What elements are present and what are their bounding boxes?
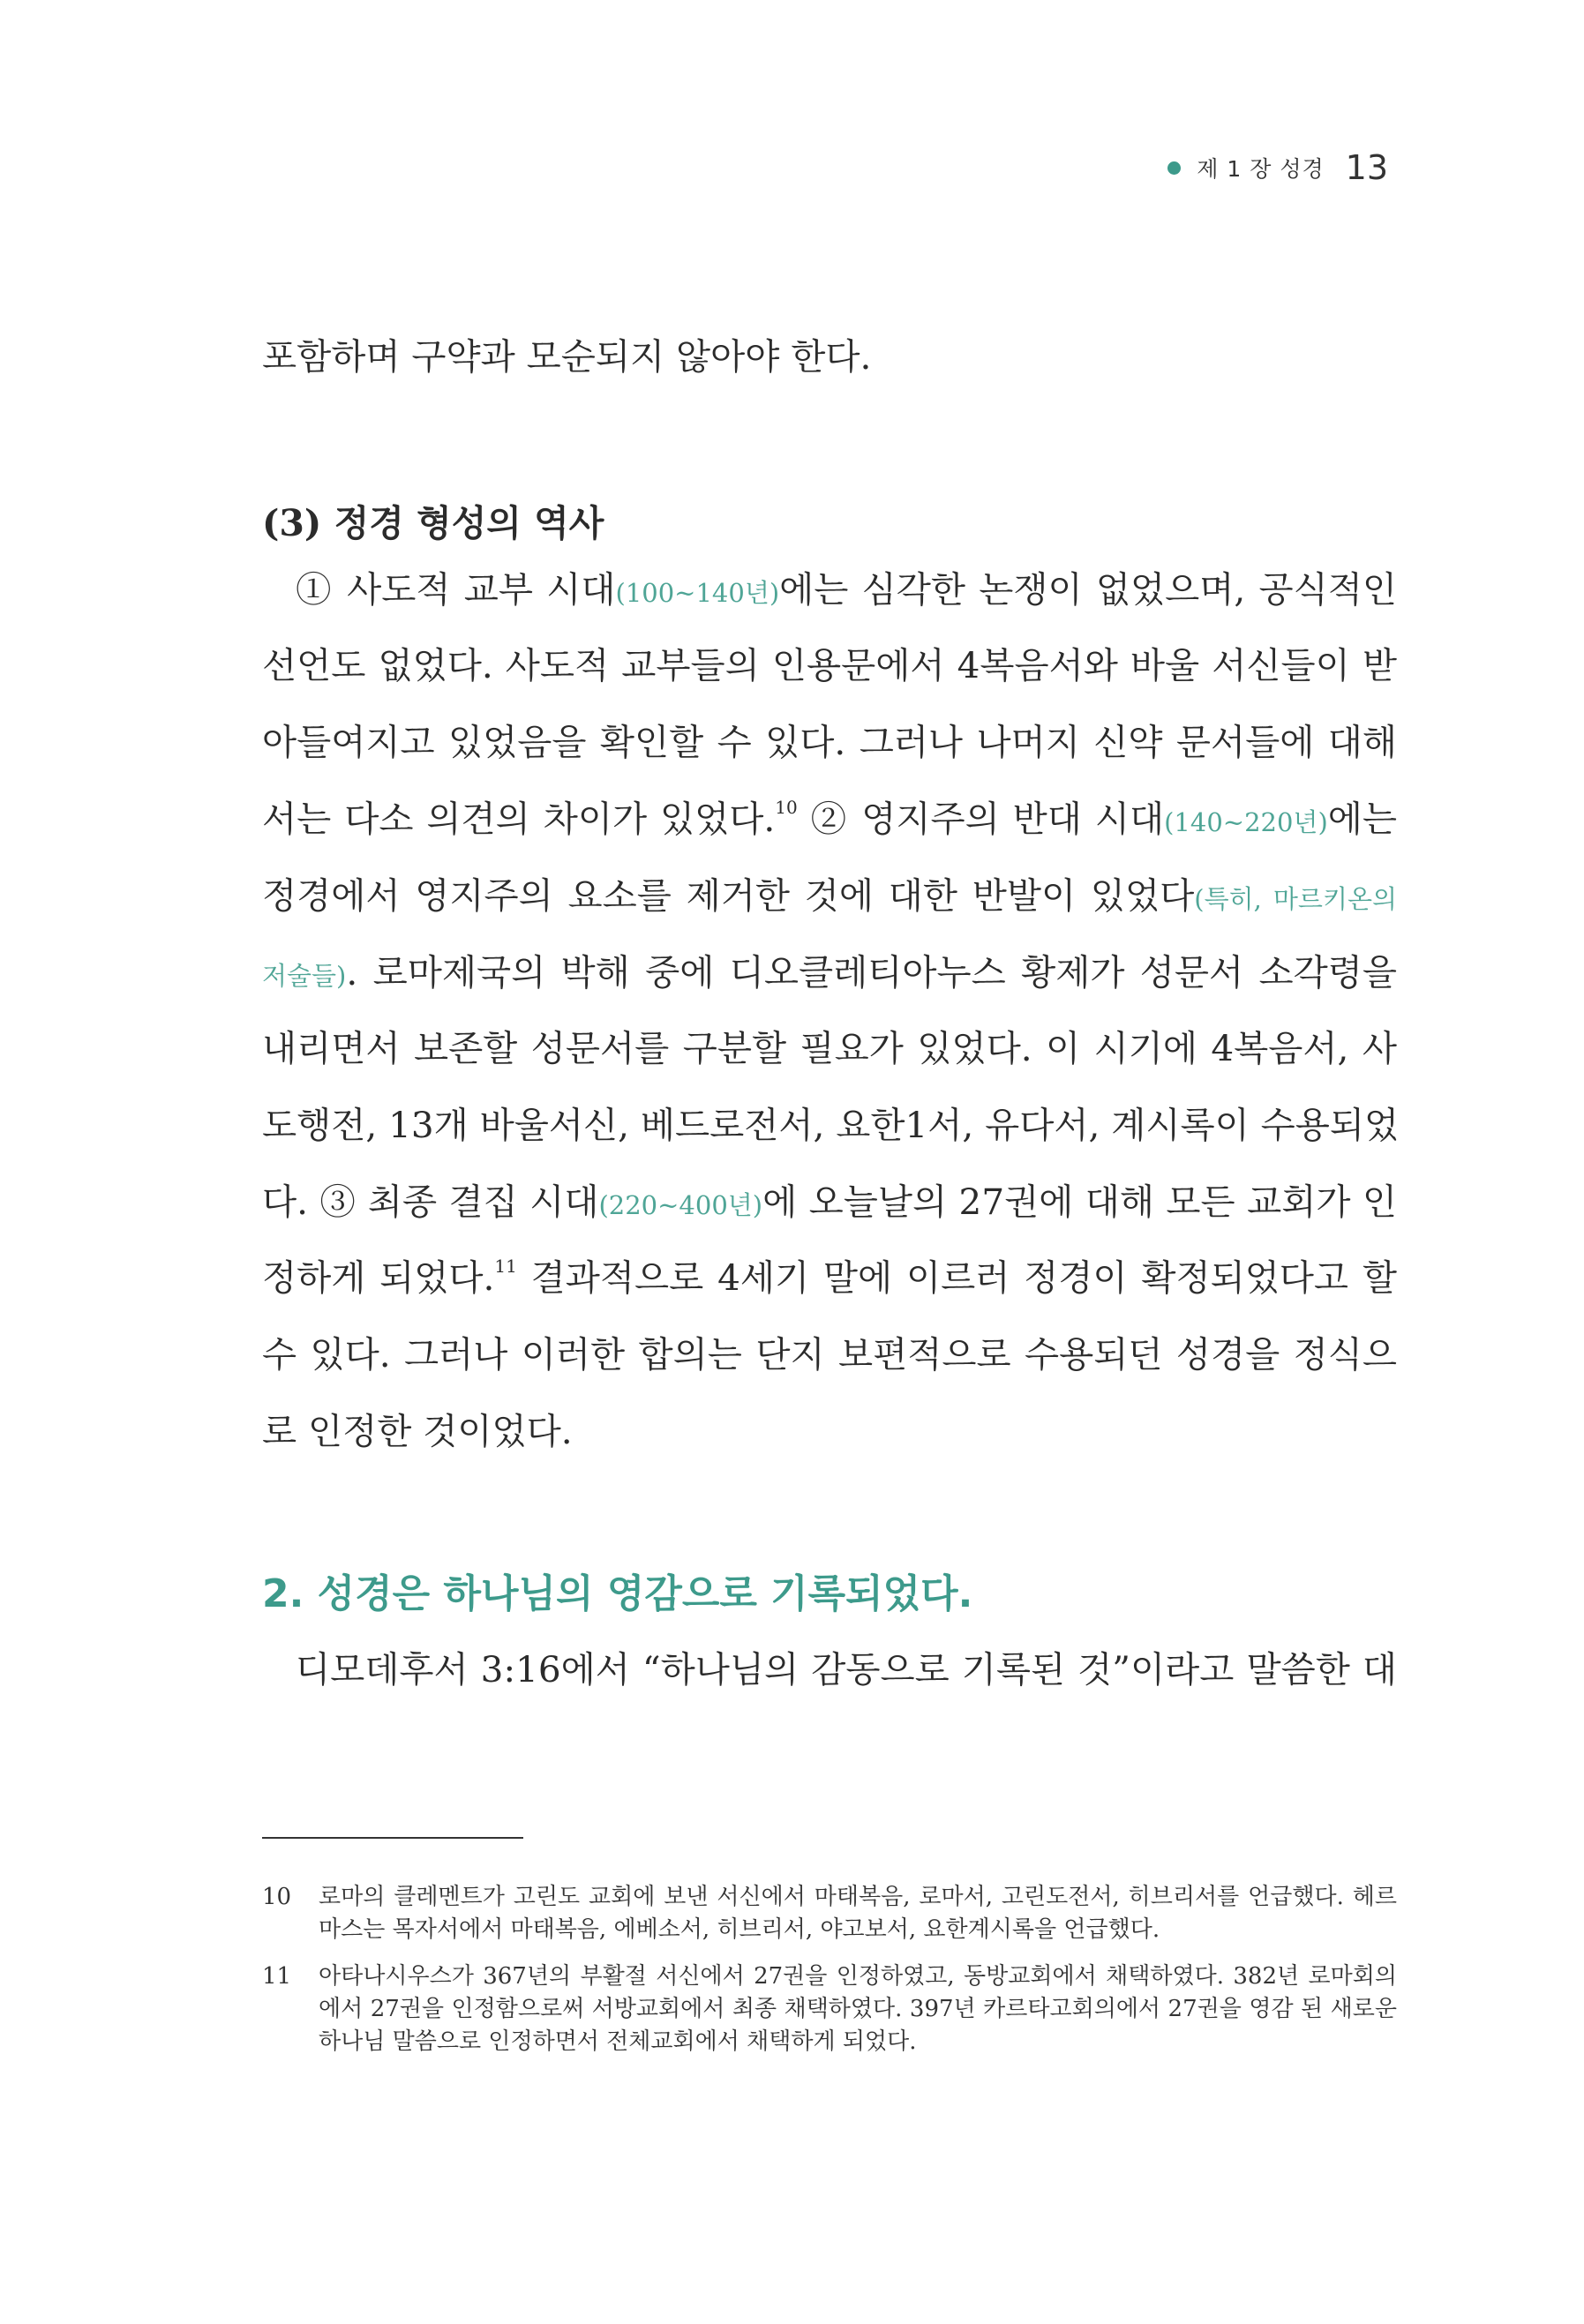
gloss-note: (특히, 마르키온의 bbox=[1194, 884, 1397, 914]
paragraph-line: 아들여지고 있었음을 확인할 수 있다. 그러나 나머지 신약 문서들에 대해 bbox=[262, 721, 1397, 763]
footnote-text: 아타나시우스가 367년의 부활절 서신에서 27권을 인정하였고, 동방교회에서 채택하였다. 382년 로마회의에서 27권을 인정함으로써 서방교회에서 최종 채택하였다. 397년 카르타고회의에서 27권을 영감 된 새로운 하나님 말씀으로 인정하면서 전체교회에서 채택하게 되었다. bbox=[319, 1963, 1397, 2055]
footnote-divider bbox=[262, 1837, 523, 1839]
paragraph-line: 디모데후서 3:16에서 “하나님의 감동으로 기록된 것”이라고 말씀한 대 bbox=[296, 1648, 1397, 1691]
paragraph-line: 선언도 없었다. 사도적 교부들의 인용문에서 4복음서와 바울 서신들이 받 bbox=[262, 644, 1397, 686]
chapter-title: 제 1 장 성경 bbox=[1197, 156, 1325, 182]
paragraph-line: ① 사도적 교부 시대(100~140년)에는 심각한 논쟁이 없었으며, 공식적인 bbox=[296, 568, 1397, 611]
running-header bbox=[1167, 148, 1388, 187]
paragraph-line: 도행전, 13개 바울서신, 베드로전서, 요한1서, 유다서, 계시록이 수용되었 bbox=[262, 1104, 1400, 1146]
paragraph-line: 서는 다소 의견의 차이가 있었다.$^{10}$ ② 영지주의 반대 시대(140~220년)에는 bbox=[262, 797, 1398, 840]
paragraph-line: 정하게 되었다.$^{11}$ 결과적으로 4세기 말에 이르러 정경이 확정되었다고 할 bbox=[262, 1256, 1397, 1299]
paragraph-line: 저술들). 로마제국의 박해 중에 디오클레티아누스 황제가 성문서 소각령을 bbox=[262, 951, 1397, 993]
gloss-note: (140~220년) bbox=[1164, 807, 1328, 837]
gloss-note: (220~400년) bbox=[598, 1190, 763, 1220]
footnote bbox=[262, 1960, 1397, 2058]
bullet-dot-icon bbox=[1167, 161, 1181, 175]
footnote-text: 로마의 클레멘트가 고린도 교회에 보낸 서신에서 마태복음, 로마서, 고린도전서, 히브리서를 언급했다. 헤르마스는 목자서에서 마태복음, 에베소서, 히브리서, 야고보서, 요한계시록을 언급했다. bbox=[319, 1884, 1397, 1943]
footnote-ref: 10 bbox=[775, 797, 798, 818]
footnote bbox=[262, 1881, 1397, 1946]
footnote-number: 10 bbox=[262, 1884, 292, 1910]
gloss-note: (100~140년) bbox=[615, 578, 780, 608]
lead-line: 포함하며 구약과 모순되지 않아야 한다. bbox=[262, 335, 872, 378]
paragraph-line: 정경에서 영지주의 요소를 제거한 것에 대한 반발이 있었다(특히, 마르키온의 bbox=[262, 874, 1397, 917]
paragraph-line: 로 인정한 것이었다. bbox=[262, 1410, 573, 1452]
gloss-note: 저술들) bbox=[262, 961, 347, 991]
subsection-heading: (3) 정경 형성의 역사 bbox=[262, 502, 604, 544]
footnote-ref: 11 bbox=[494, 1256, 517, 1277]
page-number: 13 bbox=[1345, 148, 1388, 187]
paragraph-line: 다. ③ 최종 결집 시대(220~400년)에 오늘날의 27권에 대해 모든 교회가 인 bbox=[262, 1181, 1397, 1223]
paragraph-line: 수 있다. 그러나 이러한 합의는 단지 보편적으로 수용되던 성경을 정식으 bbox=[262, 1333, 1397, 1376]
section-heading: 2. 성경은 하나님의 영감으로 기록되었다. bbox=[262, 1571, 973, 1616]
footnote-number: 11 bbox=[262, 1963, 292, 1990]
paragraph-line: 내리면서 보존할 성문서를 구분할 필요가 있었다. 이 시기에 4복음서, 사 bbox=[262, 1027, 1397, 1069]
